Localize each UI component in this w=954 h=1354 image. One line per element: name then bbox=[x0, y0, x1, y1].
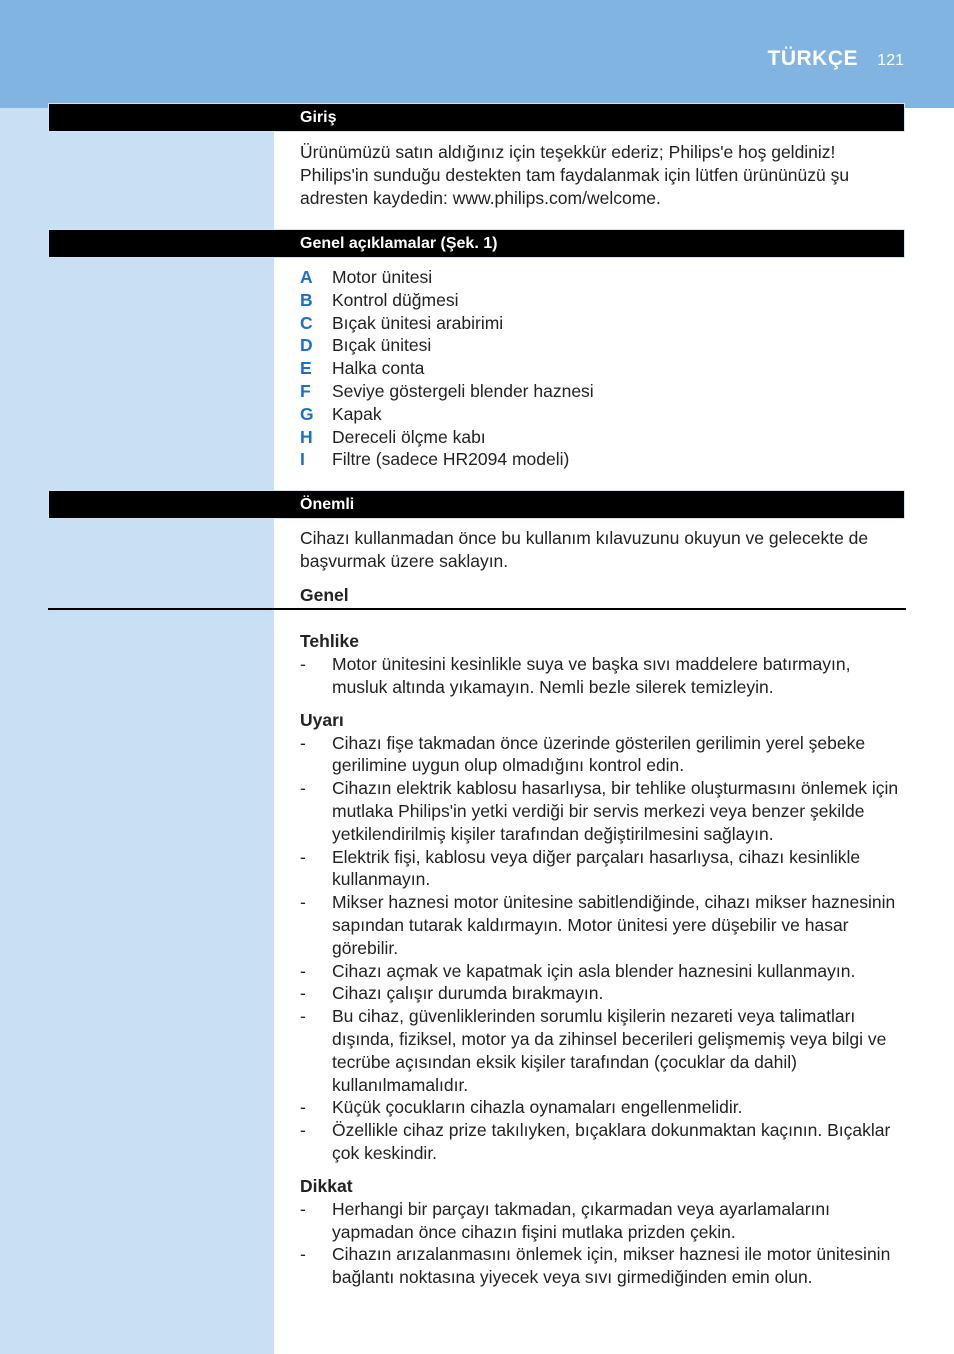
list-item: - Özellikle cihaz prize takılıyken, bıçaklara dokunmaktan kaçının. Bıçaklar çok keskindir. bbox=[300, 1119, 906, 1165]
section-title: Genel açıklamalar (Şek. 1) bbox=[300, 235, 498, 252]
part-label: Dereceli ölçme kabı bbox=[332, 426, 486, 447]
list-item: - Bu cihaz, güvenliklerinden sorumlu kişilerin nezareti veya talimatları dışında, fiziksel, motor ya da zihinsel becerileri gelişmemiş veya bilgi ve tecrübe açısından eksik kişiler tarafından (çocuklar da dahil) kullanılmamalıdır. bbox=[300, 1005, 906, 1096]
list-item bbox=[300, 426, 906, 449]
divider-rule bbox=[48, 608, 906, 610]
part-label: Halka conta bbox=[332, 358, 425, 379]
list-item: - Cihazın elektrik kablosu hasarlıysa, bir tehlike oluşturmasını önlemek için mutlaka Philips'in yetki verdiği bir servis merkezi veya benzer şekilde yetkilendirilmiş kişiler tarafından değiştirilmesini sağlayın. bbox=[300, 777, 906, 845]
part-label: Bıçak ünitesi arabirimi bbox=[332, 312, 504, 333]
part-letter: A bbox=[300, 267, 313, 287]
list-item: - Motor ünitesini kesinlikle suya ve başka sıvı maddelere batırmayın, musluk altında yıkamayın. Nemli bezle silerek temizleyin. bbox=[300, 653, 906, 699]
parts-list bbox=[300, 266, 906, 471]
part-letter: E bbox=[300, 358, 312, 379]
part-label: Motor ünitesi bbox=[332, 267, 433, 287]
part-letter: F bbox=[300, 380, 311, 401]
part-letter: G bbox=[300, 403, 314, 424]
section-title: Giriş bbox=[300, 109, 337, 126]
part-letter: C bbox=[300, 312, 313, 333]
part-letter: D bbox=[300, 335, 313, 356]
important-text: Cihazı kullanmadan önce bu kullanım kılavuzunu okuyun ve gelecekte de başvurmak üzere saklayın. bbox=[300, 528, 869, 571]
parts-list-container bbox=[300, 266, 906, 471]
list-item: - Cihazın arızalanmasını önlemek için, mikser haznesi ile motor ünitesinin bağlantı noktasına yiyecek veya sıvı girmediğinden emin olun. bbox=[300, 1243, 906, 1289]
warning-heading: Uyarı bbox=[300, 709, 344, 730]
list-item bbox=[300, 448, 906, 471]
section-bar-important bbox=[48, 490, 905, 519]
list-item bbox=[300, 403, 906, 426]
part-letter: I bbox=[300, 449, 305, 470]
list-item: - Cihazı fişe takmadan önce üzerinde gösterilen gerilimin yerel şebeke gerilimine uygun olup olmadığını kontrol edin. bbox=[300, 732, 906, 778]
caution-heading: Dikkat bbox=[300, 1175, 353, 1196]
intro-text: Ürünümüzü satın aldığınız için teşekkür ederiz; Philips'e hoş geldiniz! Philips'in sunduğu destekten tam faydalanmak için lütfen ürününüzü şu adresten kaydedin: www.philips.com/welcome. bbox=[300, 142, 850, 208]
important-intro bbox=[300, 527, 906, 573]
danger-list bbox=[300, 653, 906, 699]
list-item bbox=[300, 334, 906, 357]
part-label: Kapak bbox=[332, 403, 382, 424]
list-item: - Mikser haznesi motor ünitesine sabitlendiğinde, cihazı mikser haznesinin sapından tutarak kaldırmayın. Motor ünitesi yere düşebilir ve hasar görebilir. bbox=[300, 891, 906, 959]
danger-heading: Tehlike bbox=[300, 631, 360, 651]
list-item bbox=[300, 380, 906, 403]
part-label: Seviye göstergeli blender haznesi bbox=[332, 380, 594, 401]
part-letter: H bbox=[300, 426, 313, 447]
section-bar-intro bbox=[48, 103, 905, 132]
list-item: - Küçük çocukların cihazla oynamaları engellenmelidir. bbox=[300, 1096, 906, 1119]
list-item bbox=[300, 266, 906, 289]
general-heading-wrap bbox=[300, 584, 906, 607]
list-item bbox=[300, 357, 906, 380]
part-label: Bıçak ünitesi bbox=[332, 335, 432, 356]
list-item: - Cihazı çalışır durumda bırakmayın. bbox=[300, 982, 906, 1005]
part-label: Filtre (sadece HR2094 modeli) bbox=[332, 449, 570, 470]
list-item: - Elektrik fişi, kablosu veya diğer parçaları hasarlıysa, cihazı kesinlikle kullanmayın. bbox=[300, 846, 906, 892]
caution-list bbox=[300, 1198, 906, 1289]
page-number: 121 bbox=[877, 52, 904, 69]
safety-content bbox=[300, 630, 906, 1289]
section-bar-general-description bbox=[48, 229, 905, 258]
language-label: TÜRKÇE bbox=[767, 47, 858, 70]
section-title: Önemli bbox=[300, 496, 355, 513]
list-item bbox=[300, 289, 906, 312]
general-heading: Genel bbox=[300, 585, 349, 605]
part-letter: B bbox=[300, 289, 313, 310]
part-label: Kontrol düğmesi bbox=[332, 289, 459, 310]
list-item: - Cihazı açmak ve kapatmak için asla blender haznesini kullanmayın. bbox=[300, 960, 906, 983]
warning-list bbox=[300, 732, 906, 1165]
list-item bbox=[300, 312, 906, 335]
side-margin-band bbox=[0, 108, 274, 1354]
list-item: - Herhangi bir parçayı takmadan, çıkarmadan veya ayarlamalarını yapmadan önce cihazın fişini mutlaka prizden çekin. bbox=[300, 1198, 906, 1244]
intro-content bbox=[300, 141, 906, 210]
